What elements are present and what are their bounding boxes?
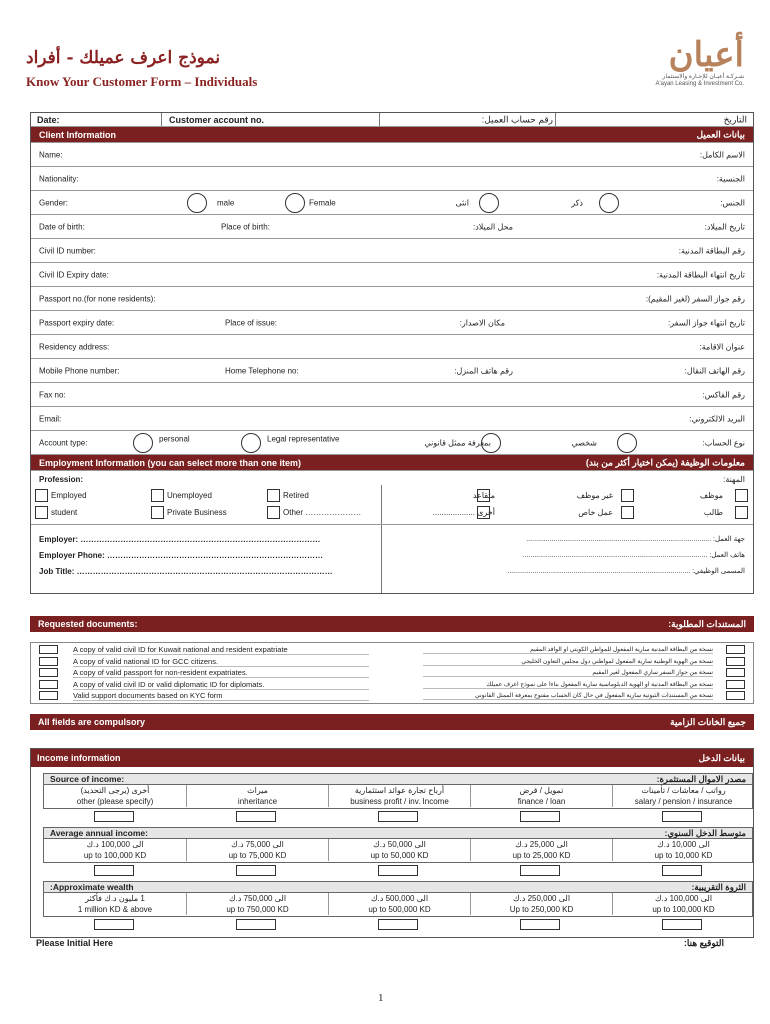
- income-source-option: [470, 785, 612, 807]
- doc-checkbox[interactable]: [39, 645, 58, 654]
- employed-checkbox[interactable]: [35, 489, 48, 502]
- compulsory-text: All fields are compulsory: [38, 717, 146, 727]
- avg-income-option-en: up to 10,000 KD: [654, 851, 713, 860]
- profession-block: [31, 471, 753, 525]
- legal-label-ar: بمعرفة ممثل قانوني: [424, 438, 491, 447]
- nationality-row[interactable]: [31, 167, 753, 191]
- passport-expiry-row[interactable]: [31, 311, 753, 335]
- civil-id-row[interactable]: [31, 239, 753, 263]
- email-label: Email:: [39, 414, 62, 423]
- wealth-option-en: 1 million KD & above: [77, 905, 153, 914]
- income-source-label-ar: مصدر الاموال المستثمرة:: [656, 774, 746, 784]
- gender-label: Gender:: [39, 198, 68, 207]
- avg-income-option: [328, 839, 470, 861]
- income-source-checkbox[interactable]: [662, 811, 702, 822]
- fax-label: Fax no:: [39, 390, 66, 399]
- income-title: Income information: [37, 753, 121, 763]
- employed-checkbox-ar[interactable]: [735, 489, 748, 502]
- female-label: Female: [309, 198, 336, 207]
- doc-item: A copy of valid national ID for GCC citizens.: [73, 657, 369, 667]
- civil-id-label: Civil ID number:: [39, 246, 96, 255]
- address-row[interactable]: [31, 335, 753, 359]
- job-title-label[interactable]: Job Title: ……………………………………………………………………………………: [39, 567, 333, 576]
- avg-income-checkbox[interactable]: [236, 865, 276, 876]
- doc-checkbox[interactable]: [39, 657, 58, 666]
- personal-label: personal: [159, 434, 190, 444]
- avg-income-option-ar: الى 25,000 د.ك: [515, 840, 568, 849]
- doc-checkbox-ar[interactable]: [726, 691, 745, 700]
- unemployed-label: Unemployed: [167, 491, 212, 500]
- wealth-option: [328, 893, 470, 915]
- company-logo: [614, 36, 744, 92]
- doc-checkbox[interactable]: [39, 680, 58, 689]
- doc-checkbox-ar[interactable]: [726, 668, 745, 677]
- kyc-form: [30, 112, 754, 594]
- wealth-option-en: up to 750,000 KD: [226, 905, 289, 914]
- profession-label-ar: المهنة:: [723, 475, 745, 484]
- initial-label-ar: التوقيع هنا:: [683, 938, 724, 948]
- avg-income-checkbox[interactable]: [662, 865, 702, 876]
- doc-checkbox[interactable]: [39, 668, 58, 677]
- email-row[interactable]: [31, 407, 753, 431]
- unemployed-label-ar: غير موظف: [576, 491, 613, 500]
- personal-label-ar: شخصي: [571, 438, 597, 447]
- wealth-label: :Approximate wealth: [50, 882, 134, 892]
- student-label-ar: طالب: [703, 508, 723, 517]
- profession-label: Profession:: [39, 475, 84, 484]
- date-label: Date:: [37, 114, 60, 125]
- account-type-row: [31, 431, 753, 455]
- income-source-option-ar: رواتب / معاشات / تأمينات: [641, 786, 726, 795]
- employed-label-ar: موظف: [699, 491, 723, 500]
- female-radio[interactable]: [285, 193, 305, 213]
- wealth-option-ar: الى 100,000 د.ك: [654, 894, 713, 903]
- initial-label: Please Initial Here: [36, 938, 114, 948]
- passport-expiry-label: Passport expiry date:: [39, 318, 115, 327]
- name-row[interactable]: [31, 143, 753, 167]
- account-type-label: Account type:: [39, 438, 88, 447]
- avg-income-option-ar: الى 100,000 د.ك: [86, 840, 144, 849]
- logo-subtitle-en: A'ayan Leasing & Investment Co.: [655, 81, 744, 87]
- wealth-checkbox[interactable]: [94, 919, 134, 930]
- date-label-ar: التاريخ: [723, 114, 747, 124]
- documents-title: Requested documents:: [38, 619, 138, 629]
- wealth-option-ar: 1 مليون د.ك فأكثر: [85, 894, 145, 903]
- documents-header: [30, 616, 754, 632]
- wealth-checkbox[interactable]: [378, 919, 418, 930]
- birth-row[interactable]: [31, 215, 753, 239]
- place-issue-label: Place of issue:: [225, 318, 278, 327]
- compulsory-text-ar: جميع الخانات الزامية: [670, 717, 746, 727]
- documents-section: [30, 616, 754, 736]
- job-title-label-ar[interactable]: المسمى الوظيفي: ..............................................................................................: [507, 568, 745, 575]
- wealth-option-en: up to 100,000 KD: [652, 905, 715, 914]
- home-tel-label-ar: رقم هاتف المنزل:: [454, 366, 513, 375]
- private-business-checkbox-ar[interactable]: [621, 506, 634, 519]
- doc-item-ar: نسخة من الهوية الوطنية سارية المفعول لمواطني دول مجلس التعاون الخليجي: [423, 658, 713, 666]
- private-business-label: Private Business: [167, 508, 227, 517]
- logo-mark: أعيان: [668, 35, 744, 75]
- dob-label-ar: تاريخ الميلاد:: [704, 222, 745, 231]
- female-radio-ar[interactable]: [479, 193, 499, 213]
- dob-label: Date of birth:: [39, 222, 85, 231]
- doc-item-ar: نسخة من المستندات الثبوتية سارية المفعول في حال كان الحساب مفتوح بمعرفة الممثل القانوني: [423, 692, 713, 700]
- doc-item-ar: نسخة من البطاقة المدنية او الهوية الدبلوماسية سارية المفعول بناءا على نموذج اعرف عميلك: [423, 681, 713, 689]
- other-label-ar: أخرى ...................: [432, 508, 495, 517]
- nationality-label-ar: الجنسية:: [716, 174, 745, 183]
- wealth-option: [470, 893, 612, 915]
- male-label: male: [217, 198, 235, 207]
- doc-checkbox[interactable]: [39, 691, 58, 700]
- student-checkbox[interactable]: [35, 506, 48, 519]
- logo-subtitle-ar: شـركـة أعيـان للإجـارة والاستثمار: [662, 74, 744, 80]
- fax-row[interactable]: [31, 383, 753, 407]
- other-checkbox[interactable]: [267, 506, 280, 519]
- place-issue-label-ar: مكان الاصدار:: [459, 318, 505, 327]
- mobile-label-ar: رقم الهاتف النقال:: [684, 366, 745, 375]
- civil-expiry-label: Civil ID Expiry date:: [39, 270, 109, 279]
- doc-checkbox-ar[interactable]: [726, 645, 745, 654]
- address-label-ar: عنوان الاقامة:: [699, 342, 745, 351]
- documents-title-ar: المستندات المطلوبة:: [668, 619, 746, 629]
- female-label-ar: انثى: [455, 198, 469, 207]
- income-source-header: [43, 773, 753, 785]
- wealth-label-ar: الثروة التقريبية:: [691, 882, 746, 892]
- pob-label-ar: محل الميلاد:: [473, 222, 513, 231]
- wealth-option: [612, 893, 754, 915]
- page-number: 1: [378, 992, 384, 1004]
- income-source-option-en: business profit / inv. Income: [350, 797, 449, 806]
- address-label: Residency address:: [39, 342, 110, 351]
- income-source-option-ar: تمويل / قرض: [519, 786, 564, 795]
- personal-radio[interactable]: [133, 433, 153, 453]
- wealth-header: [43, 881, 753, 893]
- form-title-arabic: نموذج اعرف عميلك - أفراد: [26, 48, 221, 68]
- wealth-checkbox[interactable]: [236, 919, 276, 930]
- avg-income-checkbox[interactable]: [94, 865, 134, 876]
- income-source-checkbox[interactable]: [94, 811, 134, 822]
- income-source-option-ar: أخرى (يرجى التحديد): [80, 786, 150, 795]
- other-checkbox-ar[interactable]: [477, 506, 490, 519]
- doc-item: Valid support documents based on KYC form: [73, 691, 369, 701]
- income-source-label: Source of income:: [50, 774, 125, 784]
- civil-expiry-label-ar: تاريخ انتهاء البطاقة المدنية:: [656, 270, 745, 279]
- client-info-title-ar: بيانات العميل: [696, 129, 745, 139]
- wealth-option-ar: الى 250,000 د.ك: [512, 894, 571, 903]
- home-tel-label: Home Telephone no:: [225, 366, 299, 375]
- avg-income-option-ar: الى 50,000 د.ك: [373, 840, 426, 849]
- legal-radio-ar[interactable]: [481, 433, 501, 453]
- income-source-option: [44, 785, 186, 807]
- income-header: [31, 749, 753, 767]
- doc-checkbox-ar[interactable]: [726, 657, 745, 666]
- employer-label-ar[interactable]: جهة العمل: ...............................................................................................: [526, 536, 745, 543]
- civil-id-label-ar: رقم البطاقة المدنية:: [678, 246, 745, 255]
- income-title-ar: بيانات الدخل: [698, 753, 745, 763]
- legal-radio[interactable]: [241, 433, 261, 453]
- avg-income-option-en: up to 75,000 KD: [228, 851, 287, 860]
- wealth-option-ar: الى 500,000 د.ك: [370, 894, 429, 903]
- doc-item: A copy of valid civil ID or valid diplomatic ID for diplomats.: [73, 680, 369, 690]
- avg-income-option: [44, 839, 186, 861]
- avg-income-options: [43, 839, 753, 863]
- client-info-title: Client Information: [39, 129, 116, 140]
- passport-expiry-label-ar: تاريخ انتهاء جواز السفر:: [668, 318, 745, 327]
- doc-item: A copy of valid passport for non-resident expatriates.: [73, 668, 369, 678]
- documents-list: [30, 642, 754, 704]
- account-label[interactable]: Customer account no.: [169, 114, 265, 125]
- personal-radio-ar[interactable]: [617, 433, 637, 453]
- avg-income-option-en: up to 100,000 KD: [83, 851, 147, 860]
- male-radio-ar[interactable]: [599, 193, 619, 213]
- income-source-option-en: other (please specify): [76, 797, 154, 806]
- wealth-option-en: up to 500,000 KD: [368, 905, 431, 914]
- fax-label-ar: رقم الفاكس:: [702, 390, 745, 399]
- income-source-option-en: inheritance: [237, 797, 278, 806]
- email-label-ar: البريد الالكتروني:: [689, 414, 745, 423]
- employer-phone-label-ar[interactable]: هاتف العمل: ...............................................................................................: [522, 552, 745, 559]
- name-label: Name:: [39, 150, 63, 159]
- employer-phone-label[interactable]: Employer Phone: ………………………………………………………………………: [39, 551, 324, 560]
- account-type-label-ar: نوع الحساب:: [702, 438, 745, 447]
- income-source-option: [328, 785, 470, 807]
- employer-block: [31, 525, 753, 593]
- income-source-options: [43, 785, 753, 809]
- gender-row: [31, 191, 753, 215]
- passport-label: Passport no.(for none residents):: [39, 294, 156, 303]
- retired-checkbox-ar[interactable]: [477, 489, 490, 502]
- avg-income-option: [612, 839, 754, 861]
- wealth-checkbox[interactable]: [662, 919, 702, 930]
- avg-income-label-ar: متوسط الدخل السنوي:: [664, 828, 746, 838]
- mobile-label: Mobile Phone number:: [39, 366, 120, 375]
- employer-label[interactable]: Employer: ………………………………………………………………………………: [39, 535, 321, 544]
- avg-income-checkbox[interactable]: [378, 865, 418, 876]
- pob-label: Place of birth:: [221, 222, 270, 231]
- retired-checkbox[interactable]: [267, 489, 280, 502]
- income-source-option-en: salary / pension / insurance: [634, 797, 733, 806]
- form-title: Know Your Customer Form – Individuals: [26, 74, 258, 89]
- avg-income-option: [470, 839, 612, 861]
- avg-income-checkbox[interactable]: [520, 865, 560, 876]
- doc-item-ar: نسخة من البطاقة المدنية سارية المفعول للمواطن الكويتي او الوافد المقيم: [423, 646, 713, 654]
- wealth-option: [186, 893, 328, 915]
- income-source-option: [186, 785, 328, 807]
- other-label: Other …………………: [283, 508, 362, 517]
- name-label-ar: الاسم الكامل:: [699, 150, 745, 159]
- income-section: [30, 748, 754, 938]
- employment-title: Employment Information (you can select more than one item): [39, 457, 302, 468]
- wealth-checkbox[interactable]: [520, 919, 560, 930]
- wealth-option: [44, 893, 186, 915]
- account-label-ar: رقم حساب العميل:: [481, 114, 553, 124]
- doc-item-ar: نسخة من جواز السفر ساري المفعول لغير المقيم: [423, 669, 713, 677]
- phone-row[interactable]: [31, 359, 753, 383]
- avg-income-option-en: up to 50,000 KD: [370, 851, 429, 860]
- nationality-label: Nationality:: [39, 174, 79, 183]
- income-source-checkbox[interactable]: [378, 811, 418, 822]
- male-radio[interactable]: [187, 193, 207, 213]
- date-account-row: [31, 113, 753, 127]
- civil-expiry-row[interactable]: [31, 263, 753, 287]
- private-business-checkbox[interactable]: [151, 506, 164, 519]
- wealth-option-en: Up to 250,000 KD: [509, 905, 574, 914]
- unemployed-checkbox[interactable]: [151, 489, 164, 502]
- passport-row[interactable]: [31, 287, 753, 311]
- student-checkbox-ar[interactable]: [735, 506, 748, 519]
- client-info-header: [31, 127, 753, 143]
- gender-label-ar: الجنس:: [720, 198, 745, 207]
- income-source-option-ar: ميراث: [247, 786, 268, 795]
- income-source-option-ar: أرباح تجارة عوائد استثمارية: [354, 786, 445, 795]
- income-source-checkbox[interactable]: [520, 811, 560, 822]
- retired-label-ar: متقاعد: [472, 491, 495, 500]
- income-source-option: [612, 785, 754, 807]
- unemployed-checkbox-ar[interactable]: [621, 489, 634, 502]
- employed-label: Employed: [51, 491, 87, 500]
- wealth-option-ar: الى 750,000 د.ك: [228, 894, 287, 903]
- employment-title-ar: معلومات الوظيفة (يمكن اختيار أكثر من بند): [585, 457, 745, 467]
- avg-income-option-ar: الى 10,000 د.ك: [657, 840, 710, 849]
- doc-item: A copy of valid civil ID for Kuwait national and resident expatriate: [73, 645, 369, 655]
- employment-header: [31, 455, 753, 471]
- passport-label-ar: رقم جواز السفر (لغير المقيم):: [645, 294, 745, 303]
- wealth-options: [43, 893, 753, 917]
- income-source-checkbox[interactable]: [236, 811, 276, 822]
- private-business-label-ar: عمل خاص: [578, 508, 613, 517]
- doc-checkbox-ar[interactable]: [726, 680, 745, 689]
- legal-label: Legal representative: [267, 434, 340, 444]
- avg-income-option-en: up to 25,000 KD: [512, 851, 571, 860]
- avg-income-label: Average annual income:: [50, 828, 148, 838]
- avg-income-header: [43, 827, 753, 839]
- student-label: student: [51, 508, 78, 517]
- avg-income-option-ar: الى 75,000 د.ك: [231, 840, 284, 849]
- avg-income-option: [186, 839, 328, 861]
- income-source-option-en: finance / loan: [517, 797, 566, 806]
- income-grid: [43, 773, 753, 937]
- retired-label: Retired: [283, 491, 309, 500]
- male-label-ar: ذكر: [571, 198, 583, 207]
- compulsory-banner: [30, 714, 754, 730]
